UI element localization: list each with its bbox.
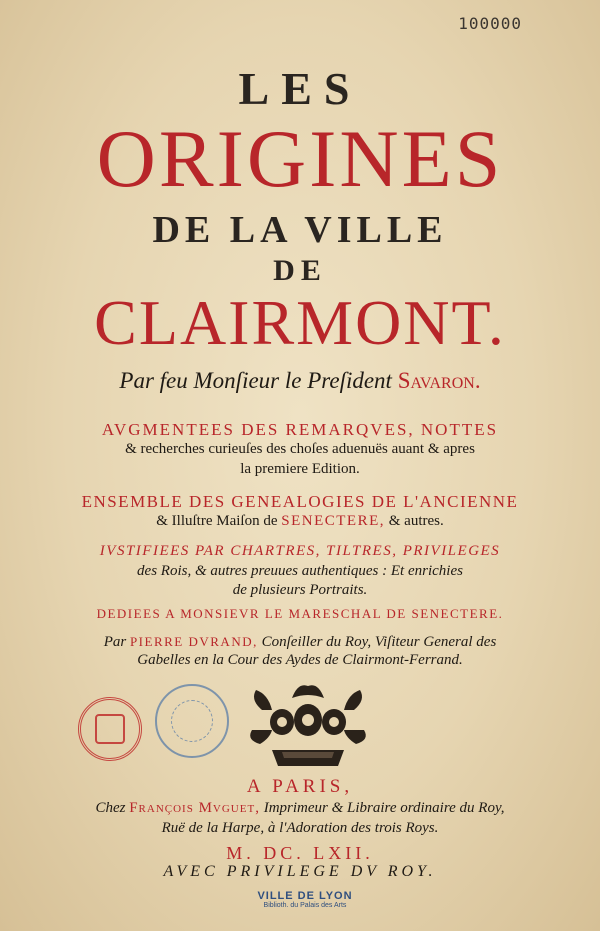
title-line-de-la-ville: DE LA VILLE: [152, 209, 448, 251]
ensemble-heading: ENSEMBLE DES GENEALOGIES DE L'ANCIENNE: [81, 492, 519, 511]
iustifiees-line-2: des Rois, & autres preuues authentiques : Et enrichies: [137, 563, 463, 579]
imprint-city: A PARIS,: [246, 776, 354, 797]
editor-line-1: [0, 634, 600, 651]
iustifiees-line-3: de plusieurs Portraits.: [232, 582, 368, 598]
editor-par: Par: [103, 634, 130, 650]
imprint-date: M. DC. LXII.: [226, 843, 374, 863]
title-line-clairmont: CLAIRMONT.: [94, 287, 506, 358]
ensemble-name: SENECTERE,: [281, 513, 385, 529]
ensemble-prefix: & Illuſtre Maiſon de: [156, 513, 282, 529]
imprint-address: Ruë de la Harpe, à l'Adoration des trois Roys.: [161, 820, 439, 836]
imprint-chez: Chez: [95, 800, 130, 816]
dedication-line: DEDIEES A MONSIEVR LE MARESCHAL DE SENECTERE.: [96, 606, 504, 621]
iustifiees-heading: IVSTIFIEES PAR CHARTRES, TILTRES, PRIVILEGES: [99, 543, 501, 559]
title-line-origines: ORIGINES: [96, 113, 504, 204]
shelfmark-number: 100000: [458, 14, 522, 33]
fleuron-ornament: [242, 680, 374, 770]
lyon-stamp-line-2: Biblioth. du Palais des Arts: [263, 902, 347, 909]
imprint-printer-name: François Mvguet,: [129, 800, 260, 816]
title-line-les: LES: [238, 63, 362, 114]
red-library-stamp: [78, 697, 142, 761]
augmentation-line-3: la premiere Edition.: [240, 461, 360, 477]
author-line: [0, 368, 600, 394]
editor-line-2: Gabelles en la Cour des Aydes de Clairmont-Ferrand.: [137, 652, 463, 668]
augmentation-line-2: & recherches curieuſes des choſes aduenuës auant & apres: [125, 441, 475, 457]
blue-library-stamp: [155, 684, 229, 758]
imprint-printer-title: Imprimeur & Libraire ordinaire du Roy,: [259, 800, 505, 816]
editor-title: Conſeiller du Roy, Viſiteur General des: [257, 634, 497, 650]
lyon-library-stamp: [230, 890, 380, 909]
author-name: Savaron.: [397, 368, 481, 393]
author-prefix: Par feu Monſieur le Preſident: [119, 368, 398, 393]
editor-name: PIERRE DVRAND,: [129, 634, 258, 649]
lyon-stamp-line-1: VILLE DE LYON: [257, 890, 353, 902]
augmentation-heading: AVGMENTEES DES REMARQVES, NOTTES: [101, 420, 499, 439]
ensemble-line-2: [0, 513, 600, 530]
ensemble-suffix: & autres.: [385, 513, 444, 529]
imprint-printer-line: [0, 800, 600, 817]
title-line-de: DE: [273, 254, 327, 287]
privilege-line: AVEC PRIVILEGE DV ROY.: [163, 863, 437, 880]
